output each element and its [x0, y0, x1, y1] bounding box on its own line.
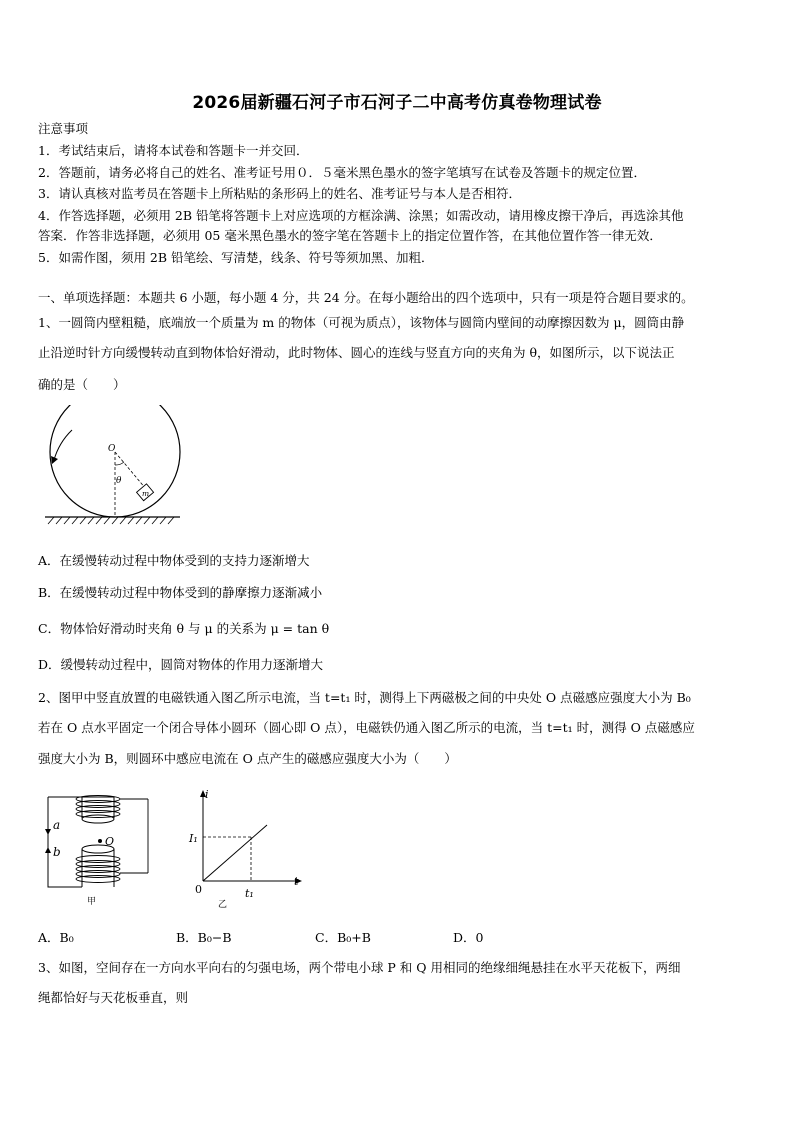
label-i1: I₁	[189, 832, 198, 845]
notice-item: 3．请认真核对监考员在答题卡上所粘贴的条形码上的姓名、准考证号与本人是否相符．	[38, 186, 521, 201]
ground-hatch	[48, 517, 174, 524]
label-theta: θ	[116, 476, 122, 486]
point-o	[98, 839, 102, 843]
caption-jia: 甲	[87, 897, 97, 907]
cylinder-circle	[50, 405, 180, 517]
axis-i: i	[205, 788, 209, 801]
caption-yi: 乙	[218, 900, 228, 910]
current-arrow-icon	[45, 829, 51, 835]
page-title: 2026届新疆石河子市石河子二中高考仿真卷物理试卷	[192, 93, 602, 113]
question-1-text: 止沿逆时针方向缓慢转动直到物体恰好滑动，此时物体、圆心的连线与竖直方向的夹角为 θ，如图所示，以下说法正	[38, 345, 675, 360]
current-line	[203, 825, 267, 881]
question-2-text: 若在 O 点水平固定一个闭合导体小圆环（圆心即 O 点），电磁铁仍通入图乙所示的电流，当 t=t₁ 时，测得 O 点磁感应	[38, 720, 695, 735]
option-c: C．B₀+B	[315, 930, 371, 945]
option-c: C．物体恰好滑动时夹角 θ 与 μ 的关系为 μ = tan θ	[38, 621, 330, 636]
notice-item: 答案．作答非选择题，必须用 05 毫米黑色墨水的签字笔在答题卡上的指定位置作答，在其他位置作答一律无效．	[38, 228, 662, 243]
angle-arc	[115, 462, 124, 465]
axis-t: t	[294, 875, 299, 888]
label-t1: t₁	[245, 887, 254, 900]
electromagnet-figure	[40, 785, 155, 910]
option-a: A．在缓慢转动过程中物体受到的支持力逐渐增大	[38, 553, 310, 568]
question-2-text: 2、图甲中竖直放置的电磁铁通入图乙所示电流，当 t=t₁ 时，测得上下两磁极之间的中央处 O 点磁感应强度大小为 B₀	[38, 690, 691, 705]
cylinder-figure	[40, 405, 185, 535]
notice-item: 2．答题前，请务必将自己的姓名、准考证号用０．５毫米黑色墨水的签字笔填写在试卷及答题卡的规定位置．	[38, 165, 646, 180]
option-b: B．在缓慢转动过程中物体受到的静摩擦力逐渐减小	[38, 585, 323, 600]
option-d: D．0	[453, 930, 484, 945]
label-b: b	[53, 845, 61, 859]
current-arrow-icon	[45, 847, 51, 853]
option-d: D．缓慢转动过程中，圆筒对物体的作用力逐渐增大	[38, 657, 324, 672]
current-graph-figure	[185, 785, 315, 910]
question-1-text: 1、一圆筒内壁粗糙，底端放一个质量为 m 的物体（可视为质点），该物体与圆筒内壁间的动摩擦因数为 μ，圆筒由静	[38, 315, 685, 330]
rotation-arrow	[54, 430, 72, 460]
question-1-text: 确的是（ ）	[38, 377, 126, 392]
question-3-text: 3、如图，空间存在一方向水平向右的匀强电场，两个带电小球 P 和 Q 用相同的绝缘细绳悬挂在水平天花板下，两细	[38, 960, 681, 975]
lower-coil	[76, 856, 120, 883]
option-b: B．B₀−B	[176, 930, 232, 945]
iron-frame	[48, 797, 82, 887]
label-a: a	[53, 818, 61, 832]
question-2-text: 强度大小为 B，则圆环中感应电流在 O 点产生的磁感应强度大小为（ ）	[38, 751, 457, 766]
question-3-text: 绳都恰好与天花板垂直，则	[38, 990, 189, 1005]
label-o: O	[105, 835, 115, 848]
upper-coil	[76, 796, 120, 818]
notice-item: 1．考试结束后，请将本试卷和答题卡一并交回．	[38, 143, 309, 158]
notice-item: 5．如需作图，须用 2B 铅笔绘、写清楚，线条、符号等须加黑、加粗．	[38, 250, 434, 265]
label-m: m	[142, 489, 150, 498]
upper-pole	[82, 815, 114, 823]
notice-heading: 注意事项	[38, 121, 89, 136]
label-o: O	[108, 444, 116, 454]
section-heading: 一、单项选择题：本题共 6 小题，每小题 4 分，共 24 分。在每小题给出的四个选项中，只有一项是符合题目要求的。	[38, 290, 694, 305]
option-a: A．B₀	[38, 930, 74, 945]
origin-label: 0	[195, 883, 202, 896]
notice-item: 4．作答选择题，必须用 2B 铅笔将答题卡上对应选项的方框涂满、涂黑；如需改动，请用橡皮擦干净后，再选涂其他	[38, 208, 684, 223]
